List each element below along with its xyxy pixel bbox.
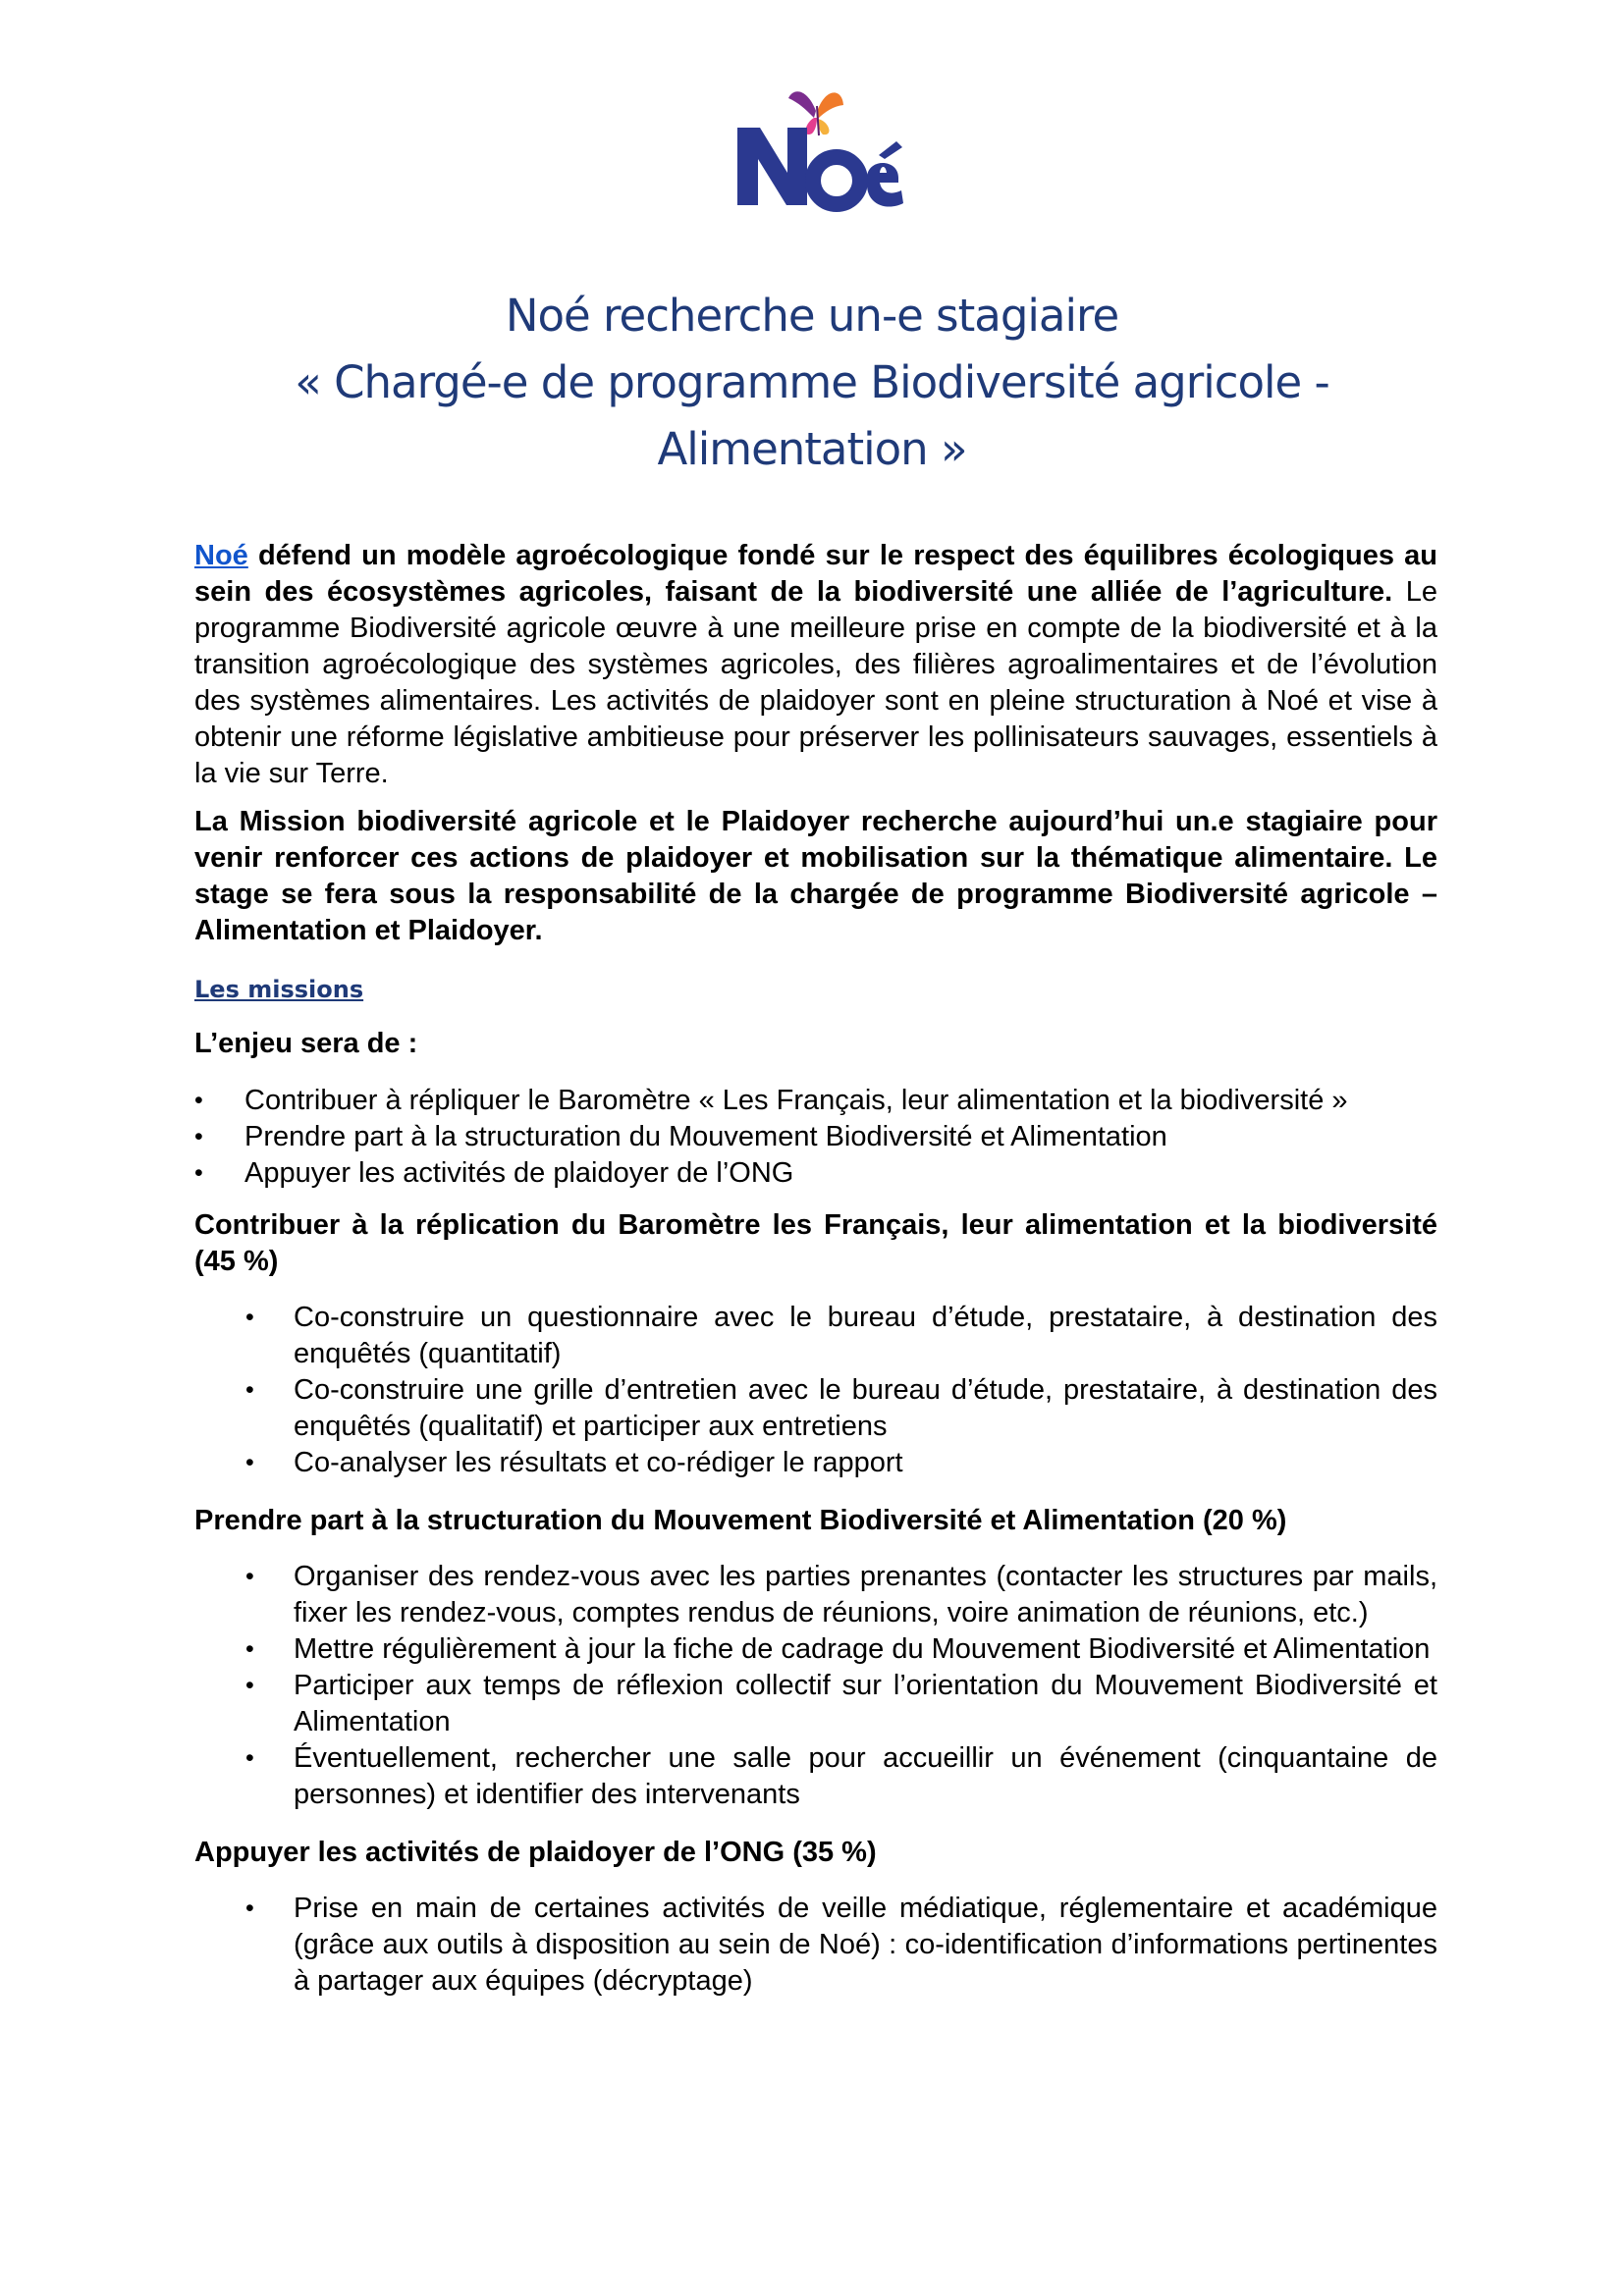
section-title: Contribuer à la réplication du Baromètre les Français, leur alimentation et la biodiversité (45 %) xyxy=(194,1209,1437,1277)
missions-heading: Les missions xyxy=(194,976,364,1003)
list-item: • Organiser des rendez-vous avec les parties prenantes (contacter les structures par mails, fixer les rendez-vous, comptes rendus de réunions, voire animation de réunions, etc.) xyxy=(194,1559,1437,1631)
list-item: • Prendre part à la structuration du Mouvement Biodiversité et Alimentation xyxy=(194,1119,1437,1155)
noe-link[interactable]: Noé xyxy=(194,540,248,571)
title-line-3: Alimentation » xyxy=(657,423,967,475)
list-item: • Appuyer les activités de plaidoyer de l’ONG xyxy=(194,1155,1437,1192)
document-body xyxy=(194,538,1437,2021)
list-item: • Éventuellement, rechercher une salle pour accueillir un événement (cinquantaine de personnes) et identifier des intervenants xyxy=(194,1740,1437,1813)
list-item: • Co-construire un questionnaire avec le bureau d’étude, prestataire, à destination des enquêtés (quantitatif) xyxy=(194,1300,1437,1372)
title-line-1: Noé recherche un-e stagiaire xyxy=(505,290,1119,342)
list-item: • Participer aux temps de réflexion collectif sur l’orientation du Mouvement Biodiversité et Alimentation xyxy=(194,1668,1437,1740)
section-list xyxy=(194,1891,1437,2000)
list-item: • Prise en main de certaines activités de veille médiatique, réglementaire et académique (grâce aux outils à disposition au sein de Noé) : co-identification d’informations pertinentes à partager aux équipes (décryptage) xyxy=(194,1891,1437,2000)
list-item: • Co-construire une grille d’entretien avec le bureau d’étude, prestataire, à destination des enquêtés (qualitatif) et participer aux entretiens xyxy=(194,1372,1437,1445)
enjeu-list xyxy=(194,1083,1437,1192)
enjeu-heading: L’enjeu sera de : xyxy=(194,1028,418,1059)
list-item: • Co-analyser les résultats et co-rédiger le rapport xyxy=(194,1445,1437,1481)
section-title: Appuyer les activités de plaidoyer de l’ONG (35 %) xyxy=(194,1837,877,1868)
list-item: • Contribuer à répliquer le Baromètre « Les Français, leur alimentation et la biodiversité » xyxy=(194,1083,1437,1119)
section-list xyxy=(194,1559,1437,1813)
intro-bold-text: défend un modèle agroécologique fondé sur le respect des équilibres écologiques au sein des écosystèmes agricoles, faisant de la biodiversité une alliée de l’agriculture. xyxy=(194,540,1437,608)
list-item: • Mettre régulièrement à jour la fiche de cadrage du Mouvement Biodiversité et Alimentation xyxy=(194,1631,1437,1668)
intro-paragraph xyxy=(194,538,1437,792)
noe-logo-mark xyxy=(728,77,904,214)
page-title xyxy=(194,283,1430,483)
section-title: Prendre part à la structuration du Mouvement Biodiversité et Alimentation (20 %) xyxy=(194,1505,1287,1536)
mission-statement: La Mission biodiversité agricole et le Plaidoyer recherche aujourd’hui un.e stagiaire pour venir renforcer ces actions de plaidoyer et mobilisation sur la thématique alimentaire. Le stage se fera sous la responsabilité de la chargée de programme Biodiversité agricole – Alimentation et Plaidoyer. xyxy=(194,806,1437,946)
intro-body-text: Le programme Biodiversité agricole œuvre à une meilleure prise en compte de la biodiversité et à la transition agroécologique des systèmes agricoles, des filières agroalimentaires et de l’évolution des systèmes alimentaires. Les activités de plaidoyer sont en pleine structuration à Noé et vise à obtenir une réforme législative ambitieuse pour préserver les pollinisateurs sauvages, essentiels à la vie sur Terre. xyxy=(194,576,1437,789)
section-list xyxy=(194,1300,1437,1481)
noe-logo xyxy=(728,77,904,214)
title-line-2: « Chargé-e de programme Biodiversité agricole - xyxy=(295,356,1329,408)
